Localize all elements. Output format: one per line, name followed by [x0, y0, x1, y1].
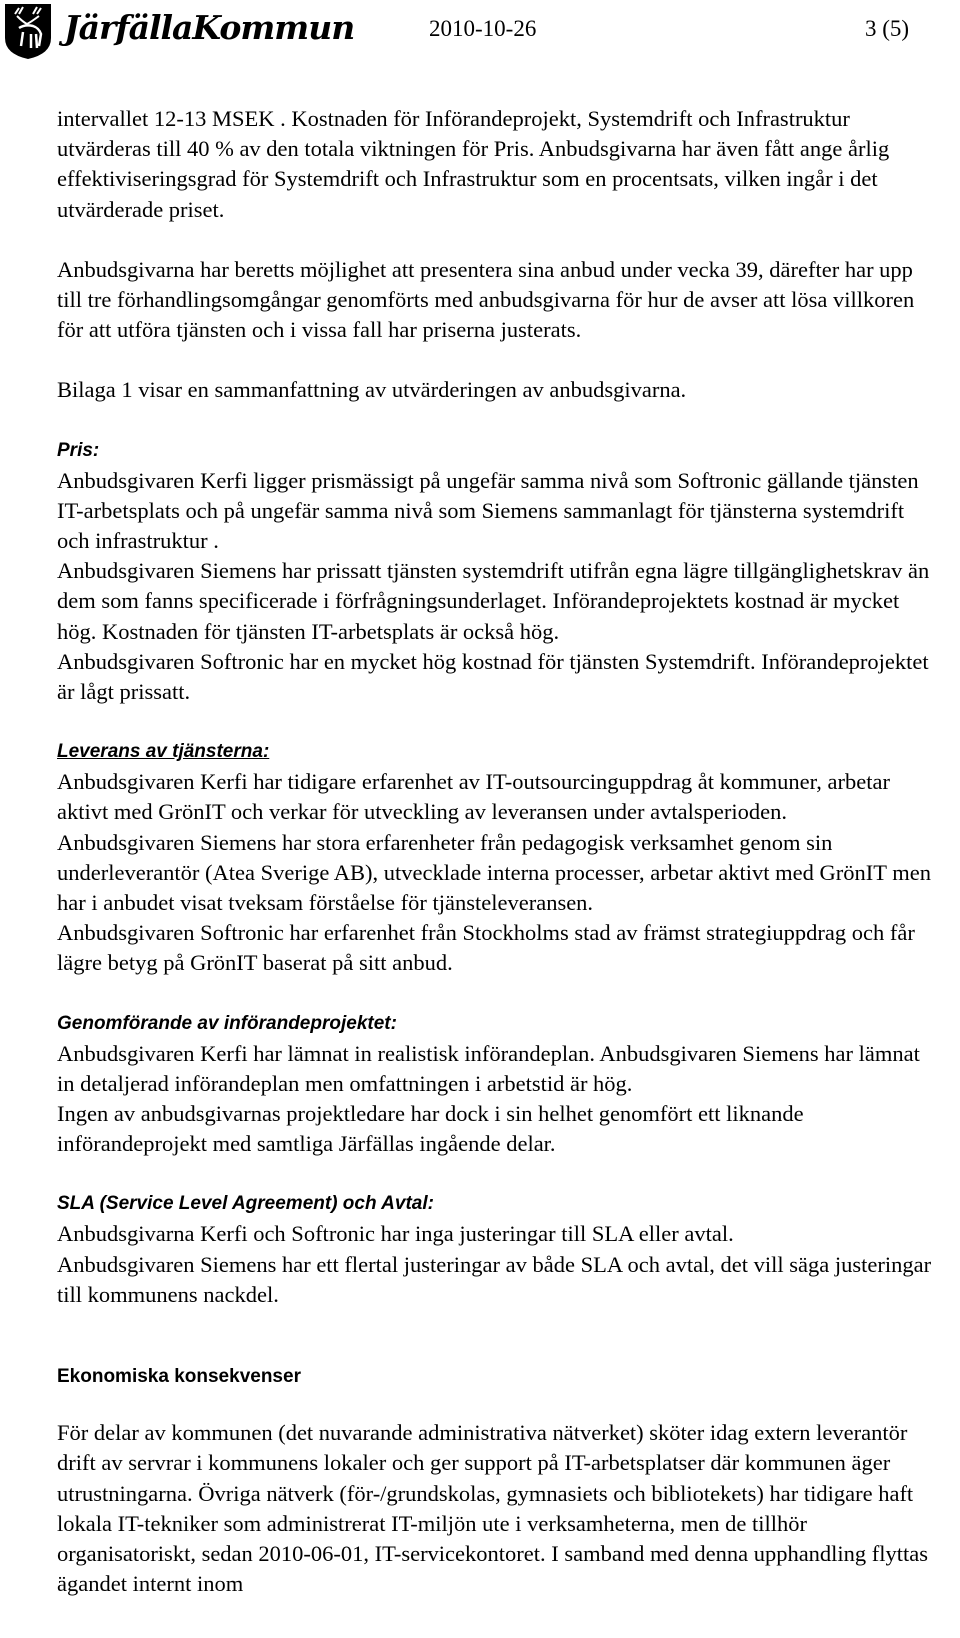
- paragraph: Anbudsgivaren Softronic har en mycket hög kostnad för tjänsten Systemdrift. Införandeprojektet är lågt prissatt.: [57, 648, 929, 705]
- page-header: [0, 0, 960, 66]
- document-body: [57, 104, 937, 1599]
- paragraph: intervallet 12-13 MSEK . Kostnaden för Införandeprojekt, Systemdrift och Infrastruktur utvärderas till 40 % av den totala viktningen för Pris. Anbudsgivarna har även fått ange årlig effektiviseringsgrad för Systemdrift och Infrastruktur som en procentsats, vilken ingår i det utvärderade priset.: [57, 106, 890, 222]
- paragraph: Anbudsgivaren Kerfi har tidigare erfarenhet av IT-outsourcinguppdrag åt kommuner, arbetar aktivt med GrönIT och verkar för utveckling av leveransen under avtalsperioden.: [57, 769, 890, 825]
- paragraph: Bilaga 1 visar en sammanfattning av utvärderingen av anbudsgivarna.: [57, 377, 687, 403]
- paragraph: Anbudsgivaren Softronic har erfarenhet från Stockholms stad av främst strategiuppdrag och får lägre betyg på GrönIT baserat på sitt anbud.: [57, 920, 915, 976]
- paragraph: Ingen av anbudsgivarnas projektledare har dock i sin helhet genomfört ett liknande införandeprojekt med samtliga Järfällas ingående delar.: [57, 1101, 804, 1157]
- paragraph: Anbudsgivaren Kerfi ligger prismässigt på ungefär samma nivå som Softronic gällande tjänsten IT-arbetsplats och på ungefär samma nivå som Siemens sammanlagt för tjänsterna systemdrift och infrastruktur .: [57, 467, 919, 554]
- section-heading-leverans: Leverans av tjänsterna:: [57, 741, 270, 763]
- paragraph: Anbudsgivarna Kerfi och Softronic har inga justeringar till SLA eller avtal.: [57, 1221, 734, 1247]
- section-heading-pris: Pris:: [57, 439, 100, 461]
- paragraph: För delar av kommunen (det nuvarande administrativa nätverket) sköter idag extern leverantör drift av servrar i kommunens lokaler och ger support på IT-arbetsplatser där kommunen äger utrustningarna. Övriga nätverk (för-/grundskolas, gymnasiets och bibliotekets) har tidigare haft lokala IT-tekniker som administrerat IT-miljön ute i verksamheterna, men de tillhör organisatoriskt, sedan 2010-06-01, IT-servicekontoret. I samband med denna upphandling flyttas ägandet internt inom: [57, 1420, 929, 1597]
- paragraph: Anbudsgivarna har beretts möjlighet att presentera sina anbud under vecka 39, därefter har upp till tre förhandlingsomgångar genomförts med anbudsgivarna för hur de avser att lösa villkoren för att utföra tjänsten och i vissa fall har priserna justerats.: [57, 256, 915, 343]
- brand-logo: JärfällaKommun: [64, 8, 355, 47]
- page-number: 3 (5): [865, 16, 910, 41]
- paragraph: Anbudsgivaren Siemens har ett flertal justeringar av både SLA och avtal, det vill säga justeringar till kommunens nackdel.: [57, 1251, 932, 1307]
- section-heading-sla: SLA (Service Level Agreement) och Avtal:: [57, 1193, 434, 1215]
- paragraph: Anbudsgivaren Kerfi har lämnat in realistisk införandeplan. Anbudsgivaren Siemens har lämnat in detaljerad införandeplan men omfattningen i arbetstid är hög.: [57, 1040, 920, 1096]
- deer-crest-icon: [3, 2, 53, 60]
- document-date: 2010-10-26: [429, 16, 537, 41]
- paragraph: Anbudsgivaren Siemens har stora erfarenheter från pedagogisk verksamhet genom sin underleverantör (Atea Sverige AB), utvecklade interna processer, arbetar aktivt med GrönIT men har i anbudet visat tveksam förståelse för tjänsteleveransen.: [57, 829, 931, 916]
- section-heading-genomforande: Genomförande av införandeprojektet:: [57, 1012, 397, 1034]
- paragraph: Anbudsgivaren Siemens har prissatt tjänsten systemdrift utifrån egna lägre tillgänglighetskrav än dem som fanns specificerade i förfrågningsunderlaget. Införandeprojektets kostnad är mycket hög. Kostnaden för tjänsten IT-arbetsplats är också hög.: [57, 558, 930, 644]
- section-heading-ekonomi: Ekonomiska konsekvenser: [57, 1366, 301, 1388]
